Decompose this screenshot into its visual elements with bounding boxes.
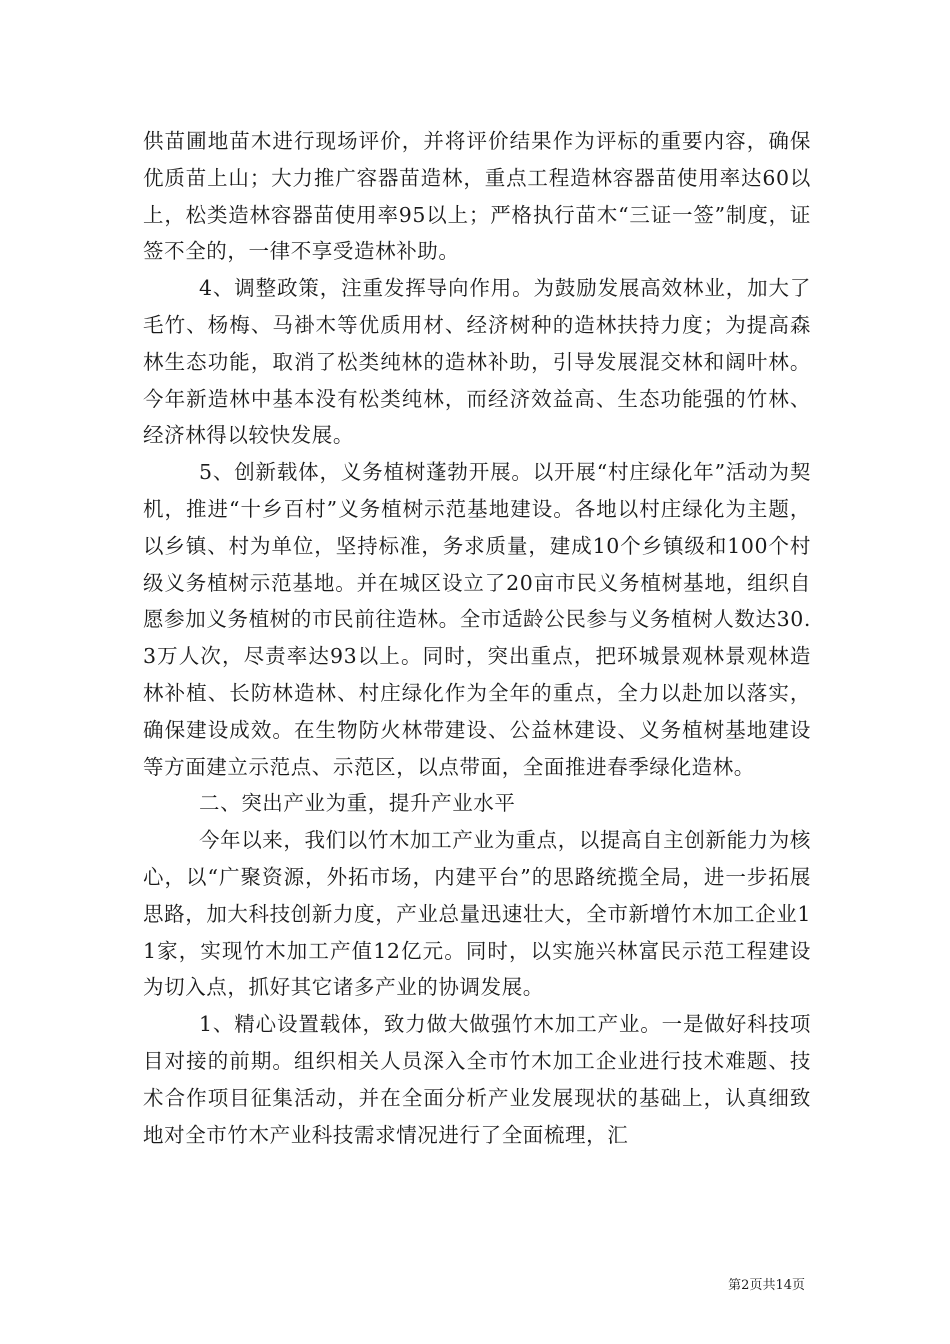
paragraph-policy-adjustment: 4、调整政策，注重发挥导向作用。为鼓励发展高效林业，加大了毛竹、杨梅、马褂木等优质用材、经济树种的造林扶持力度；为提高森林生态功能，取消了松类纯林的造林补助，引导发展混交林和阔叶林。今年新造林中基本没有松类纯林，而经济效益高、生态功能强的竹林、经济林得以较快发展。 (143, 276, 811, 448)
section-heading-industry: 二、突出产业为重，提升产业水平 (199, 791, 516, 816)
body-text (143, 123, 811, 1153)
paragraph-bamboo-processing: 1、精心设置载体，致力做大做强竹木加工产业。一是做好科技项目对接的前期。组织相关人员深入全市竹木加工企业进行技术难题、技术合作项目征集活动，并在全面分析产业发展现状的基础上，认真细致地对全市竹木产业科技需求情况进行了全面梳理，汇 (143, 1012, 811, 1147)
paragraph-continuation: 供苗圃地苗木进行现场评价，并将评价结果作为评标的重要内容，确保优质苗上山；大力推广容器苗造林，重点工程造林容器苗使用率达60以上，松类造林容器苗使用率95以上；严格执行苗木“三证一签”制度，证签不全的，一律不享受造林补助。 (143, 129, 811, 264)
paragraph-industry-overview: 今年以来，我们以竹木加工产业为重点，以提高自主创新能力为核心，以“广聚资源，外拓市场，内建平台”的思路统揽全局，进一步拓展思路，加大科技创新力度，产业总量迅速壮大，全市新增竹木加工企业11家，实现竹木加工产值12亿元。同时，以实施兴林富民示范工程建设为切入点，抓好其它诸多产业的协调发展。 (143, 828, 811, 1000)
paragraph-voluntary-planting: 5、创新载体，义务植树蓬勃开展。以开展“村庄绿化年”活动为契机，推进“十乡百村”义务植树示范基地建设。各地以村庄绿化为主题，以乡镇、村为单位，坚持标准，务求质量，建成10个乡镇级和100个村级义务植树示范基地。并在城区设立了20亩市民义务植树基地，组织自愿参加义务植树的市民前往造林。全市适龄公民参与义务植树人数达30.3万人次，尽责率达93以上。同时，突出重点，把环城景观林景观林造林补植、长防林造林、村庄绿化作为全年的重点，全力以赴加以落实，确保建设成效。在生物防火林带建设、公益林建设、义务植树基地建设等方面建立示范点、示范区，以点带面，全面推进春季绿化造林。 (143, 460, 811, 779)
page-number-footer: 第2页共14页 (728, 1278, 805, 1293)
